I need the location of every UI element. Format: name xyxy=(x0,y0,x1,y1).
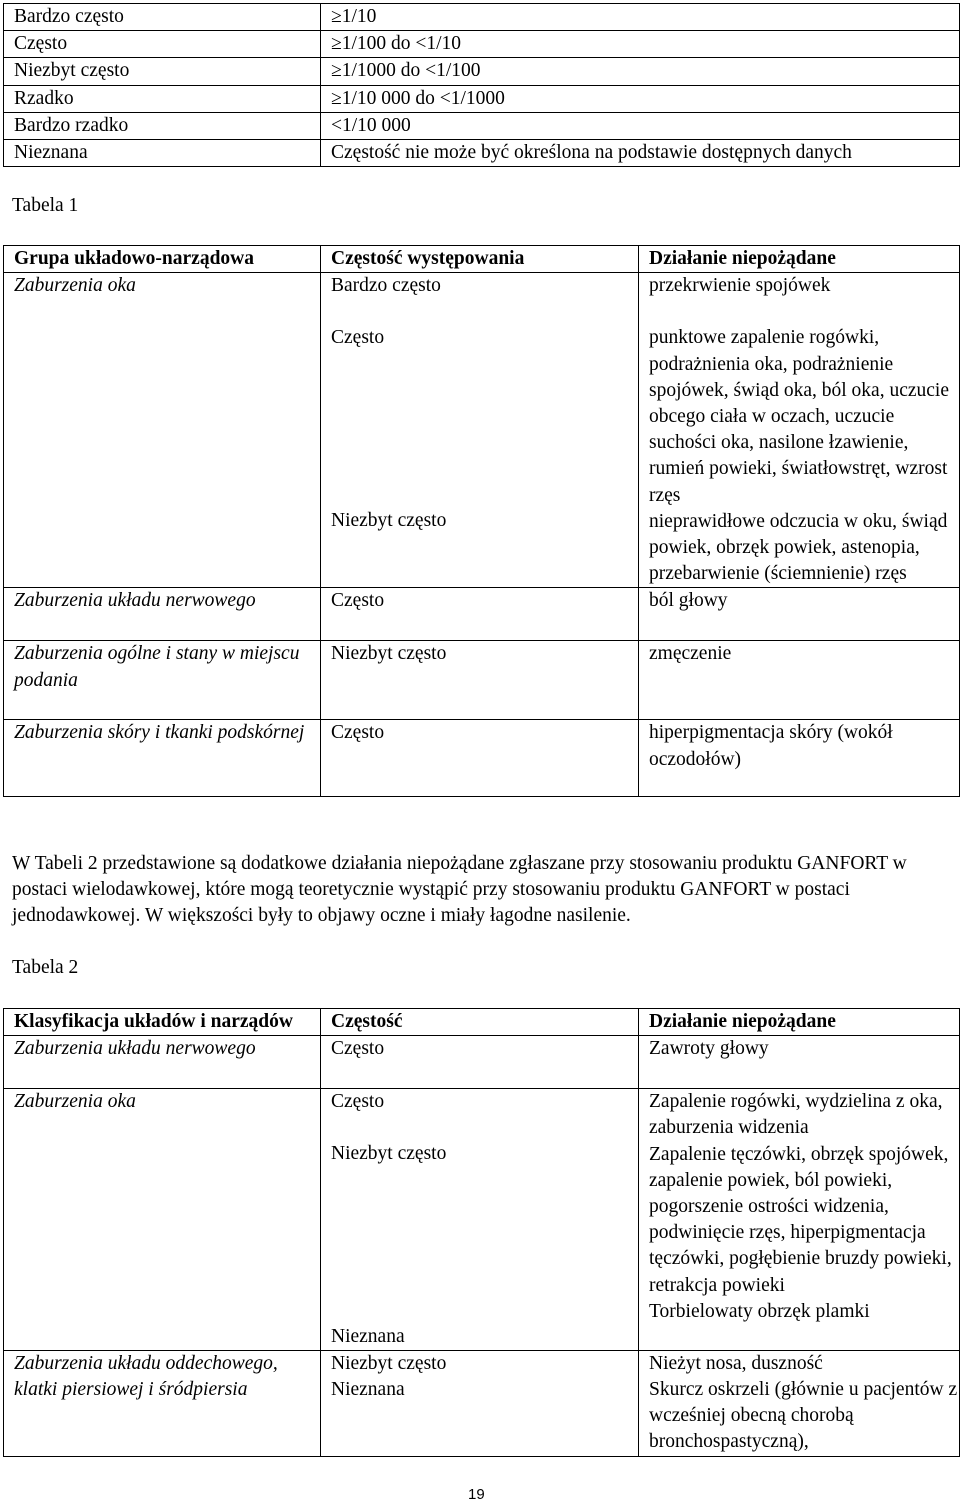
frequency-definition-table xyxy=(3,3,960,167)
effect-text: nieprawidłowe odczucia w oku, świąd powiek, obrzęk powiek, astenopia, przebarwienie (ściemnienie) rzęs xyxy=(649,510,948,585)
frequency-text: Niezbyt często xyxy=(331,509,447,531)
organ-class-label: Zaburzenia skóry i tkanki podskórnej xyxy=(4,720,321,797)
table1-caption: Tabela 1 xyxy=(12,195,79,216)
organ-class-label: Zaburzenia oka xyxy=(14,275,136,297)
table-row xyxy=(4,112,960,139)
effect-text: hiperpigmentacja skóry (wokół oczodołów) xyxy=(639,720,960,797)
frequency-text: Często xyxy=(321,1036,639,1089)
frequency-value: ≥1/100 do <1/10 xyxy=(321,31,960,58)
table-row xyxy=(4,1350,960,1456)
organ-class-label: Zaburzenia układu oddechowego, klatki piersiowej i śródpiersia xyxy=(4,1350,321,1456)
frequency-cell xyxy=(321,273,639,588)
frequency-label: Rzadko xyxy=(4,85,321,112)
frequency-label: Często xyxy=(4,31,321,58)
table-row xyxy=(4,641,960,720)
organ-class-label: Zaburzenia ogólne i stany w miejscu podania xyxy=(4,641,321,720)
body-paragraph: W Tabeli 2 przedstawione są dodatkowe działania niepożądane zgłaszane przy stosowaniu produktu GANFORT w postaci wielodawkowej, które mogą teoretycznie wystąpić przy stosowaniu produktu GANFORT w postaci jednodawkowej. W większości były to objawy oczne i miały łagodne nasilenie. xyxy=(12,853,907,927)
table-row xyxy=(4,31,960,58)
frequency-value: <1/10 000 xyxy=(321,112,960,139)
organ-class-label: Zaburzenia układu nerwowego xyxy=(4,588,321,641)
effect-text: punktowe zapalenie rogówki, podrażnienia oka, podrażnienie spojówek, świąd oka, ból oka, uczucie obcego ciała w oczach, uczucie suchości oka, nasilone łzawienie, rumień powieki, światłowstręt, wzrost rzęs xyxy=(649,327,950,506)
table-row xyxy=(4,58,960,85)
column-header: Działanie niepożądane xyxy=(639,1009,960,1036)
frequency-text: Niezbyt często xyxy=(321,641,639,720)
organ-class-label: Zaburzenia układu nerwowego xyxy=(4,1036,321,1089)
frequency-value: Częstość nie może być określona na podstawie dostępnych danych xyxy=(321,140,960,167)
effect-cell xyxy=(639,273,960,588)
frequency-text: Nieznana xyxy=(331,1325,405,1347)
effect-text: Zawroty głowy xyxy=(639,1036,960,1089)
effect-text: Nieżyt nosa, duszność xyxy=(649,1352,823,1374)
table-row xyxy=(4,4,960,31)
frequency-text: Niezbyt często xyxy=(331,1352,447,1374)
table-row xyxy=(4,720,960,797)
table-row xyxy=(4,273,960,588)
effect-text: zmęczenie xyxy=(639,641,960,720)
table-row xyxy=(4,140,960,167)
frequency-label: Niezbyt często xyxy=(4,58,321,85)
frequency-value: ≥1/10 xyxy=(321,4,960,31)
table-header-row xyxy=(4,1009,960,1036)
frequency-value: ≥1/1000 do <1/100 xyxy=(321,58,960,85)
effect-text: Skurcz oskrzeli (głównie u pacjentów z wcześniej obecną chorobą bronchospastyczną), xyxy=(649,1379,958,1453)
frequency-value: ≥1/10 000 do <1/1000 xyxy=(321,85,960,112)
effect-text: ból głowy xyxy=(639,588,960,641)
column-header: Klasyfikacja układów i narządów xyxy=(4,1009,321,1036)
frequency-cell xyxy=(321,1350,639,1456)
table-row xyxy=(4,588,960,641)
table1 xyxy=(3,245,960,797)
table-header-row xyxy=(4,246,960,273)
frequency-text: Często xyxy=(331,1091,385,1113)
table-row xyxy=(4,85,960,112)
frequency-text: Często xyxy=(321,720,639,797)
effect-text: Zapalenie rogówki, wydzielina z oka, zaburzenia widzenia xyxy=(649,1091,943,1139)
page-number: 19 xyxy=(468,1486,485,1503)
effect-text: Torbielowaty obrzęk plamki xyxy=(649,1300,870,1322)
organ-class-label: Zaburzenia oka xyxy=(4,1089,321,1351)
table2 xyxy=(3,1008,960,1457)
frequency-text: Często xyxy=(331,327,385,349)
effect-text: Zapalenie tęczówki, obrzęk spojówek, zapalenie powiek, ból powieki, pogorszenie ostrości widzenia, podwinięcie rzęs, hiperpigmentacja tęczówki, pogłębienie bruzdy powieki, retrakcja powieki xyxy=(649,1143,952,1296)
organ-class-cell xyxy=(4,273,321,588)
frequency-label: Nieznana xyxy=(4,140,321,167)
table-row xyxy=(4,1089,960,1351)
frequency-label: Bardzo rzadko xyxy=(4,112,321,139)
effect-cell xyxy=(639,1350,960,1456)
frequency-cell xyxy=(321,1089,639,1351)
frequency-text: Często xyxy=(321,588,639,641)
column-header: Częstość xyxy=(321,1009,639,1036)
effect-cell xyxy=(639,1089,960,1351)
column-header: Częstość występowania xyxy=(321,246,639,273)
table2-caption: Tabela 2 xyxy=(12,957,79,978)
effect-text: przekrwienie spojówek xyxy=(649,275,831,297)
column-header: Grupa układowo-narządowa xyxy=(4,246,321,273)
frequency-text: Bardzo często xyxy=(331,275,441,297)
column-header: Działanie niepożądane xyxy=(639,246,960,273)
frequency-label: Bardzo często xyxy=(4,4,321,31)
table-row xyxy=(4,1036,960,1089)
frequency-text: Nieznana xyxy=(331,1379,405,1401)
frequency-text: Niezbyt często xyxy=(331,1143,447,1165)
